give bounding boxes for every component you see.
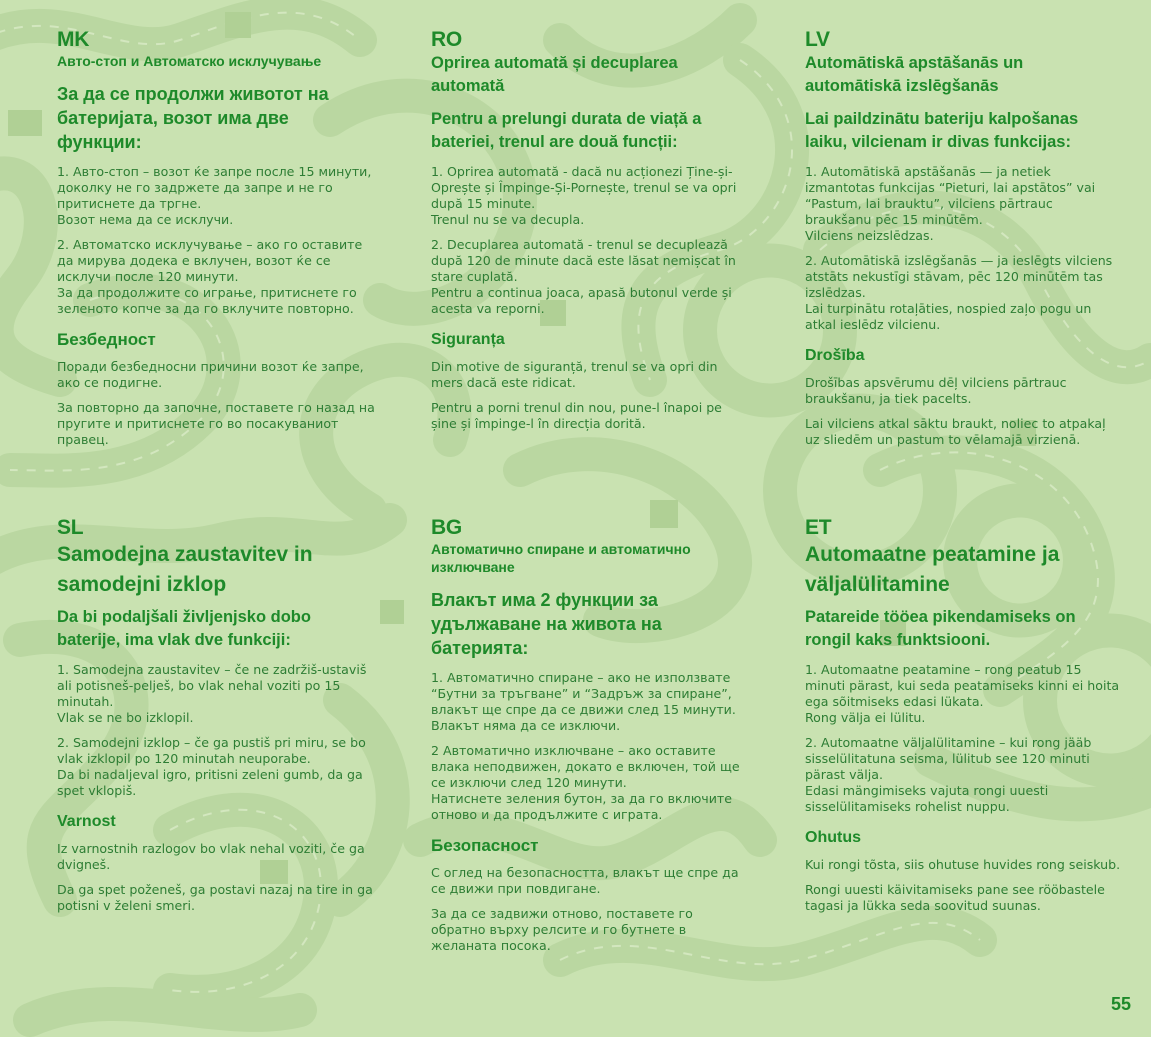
function-2-text: 2. Автоматско исклучување – ако го оставите да мирува додека е вклучен, возот ќе се исклучи после 120 минути. За да продолжите со играње, притиснете го зеленото копче за да го вклучите повторно. xyxy=(57,237,363,316)
function-2-text: 2. Automaatne väljalülitamine – kui rong jääb sisselülitatuna seisma, lülitub see 120 minuti pärast välja. Edasi mängimiseks vajuta rongi uuesti sisselülitamiseks rohelist nuppu. xyxy=(805,735,1092,814)
section-et xyxy=(805,516,1123,923)
safety-text-1: Kui rongi tõsta, siis ohutuse huvides rong seiskub. xyxy=(805,857,1121,872)
function-1-text: 1. Oprirea automată - dacă nu acționezi Ține-și-Oprește și Împinge-Și-Pornește, trenul se va opri după 15 minute. Trenul nu se va decupla. xyxy=(431,164,737,227)
section-lead: Lai paildzinātu bateriju kalpošanas laiku, vilcienam ir divas funkcijas: xyxy=(805,110,1079,151)
safety-text-1: Iz varnostnih razlogov bo vlak nehal voziti, če ga dvigneš. xyxy=(57,841,365,872)
section-subtitle: Automātiskā apstāšanās un automātiskā izslēgšanās xyxy=(805,54,1024,95)
language-code: ET xyxy=(805,516,832,539)
safety-text-2: Rongi uuesti käivitamiseks pane see rööbastele tagasi ja lükka seda soovitud suunas. xyxy=(805,882,1105,913)
function-1-text: 1. Авто-стоп – возот ќе запре после 15 минути, доколку не го задржете да запре и не го притиснете да тргне. Возот нема да се исклучи. xyxy=(57,164,372,227)
section-subtitle: Авто-стоп и Автоматско исклучување xyxy=(57,53,322,69)
safety-text-2: За да се задвижи отново, поставете го обратно върху релсите и го бутнете в желаната посока. xyxy=(431,906,693,953)
safety-text-2: Pentru a porni trenul din nou, pune-l înapoi pe șine și împinge-l în direcția dorită. xyxy=(431,400,722,431)
function-1-text: 1. Automātiskā apstāšanās — ja netiek izmantotas funkcijas “Pieturi, lai apstātos” vai “Pastum, lai brauktu”, vilciens pārtrauc braukšanu pēc 15 minūtēm. Vilciens neizslēdzas. xyxy=(805,164,1096,243)
safety-heading: Безопасност xyxy=(431,836,539,855)
safety-heading: Ohutus xyxy=(805,829,861,846)
section-bg xyxy=(431,516,749,963)
section-lead: Влакът има 2 функции за удължаване на живота на батерията: xyxy=(431,590,662,658)
language-code: BG xyxy=(431,516,462,539)
section-lead: Patareide tööea pikendamiseks on rongil kaks funktsiooni. xyxy=(805,608,1076,649)
function-1-text: 1. Автоматично спиране – ако не използвате “Бутни за тръгване” и “Задръж за спиране”, влакът ще спре да се движи след 15 минути. Влакът няма да се изключи. xyxy=(431,670,736,733)
section-lead: За да се продолжи животот на батеријата, возот има две функции: xyxy=(57,84,329,152)
section-sl xyxy=(57,516,375,923)
section-subtitle: Automaatne peatamine ja väljalülitamine xyxy=(805,543,1060,596)
safety-text-2: За повторно да започне, поставете го назад на пругите и притиснете го во посакуваниот правец. xyxy=(57,400,375,447)
section-subtitle: Oprirea automată și decuplarea automată xyxy=(431,54,678,95)
safety-heading: Varnost xyxy=(57,813,116,830)
safety-text-2: Lai vilciens atkal sāktu braukt, noliec to atpakaļ uz sliedēm un pastum to vēlamajā virzienā. xyxy=(805,416,1106,447)
language-code: LV xyxy=(805,28,830,51)
section-subtitle: Автоматично спиране и автоматично изключване xyxy=(431,541,691,575)
safety-heading: Безбедност xyxy=(57,330,156,349)
page-number: 55 xyxy=(1110,994,1131,1014)
function-1-text: 1. Samodejna zaustavitev – če ne zadržiš-ustaviš ali potisneš-pelješ, bo vlak nehal voziti po 15 minutah. Vlak se ne bo izklopil. xyxy=(57,662,367,725)
safety-text-1: С оглед на безопасността, влакът ще спре да се движи при повдигане. xyxy=(431,865,739,896)
safety-text-2: Da ga spet poženeš, ga postavi nazaj na tire in ga potisni v želeni smeri. xyxy=(57,882,373,913)
function-2-text: 2. Automātiskā izslēgšanās — ja ieslēgts vilciens atstāts nekustīgi stāvam, pēc 120 minūtēm tas izslēdzas. Lai turpinātu rotaļāties, nospied zaļo pogu un atkal ieslēdz vilcienu. xyxy=(805,253,1113,332)
function-2-text: 2. Decuplarea automată - trenul se decuplează după 120 de minute dacă este lăsat nemișcat în stare cuplată. Pentru a continua joaca, apasă butonul verde și acesta va reporni. xyxy=(431,237,736,316)
function-2-text: 2. Samodejni izklop – če ga pustiš pri miru, se bo vlak izklopil po 120 minutah neuporabe. Da bi nadaljeval igro, pritisni zeleni gumb, da ga spet vklopiš. xyxy=(57,735,366,798)
section-lv xyxy=(805,28,1123,457)
section-mk xyxy=(57,28,375,457)
function-1-text: 1. Automaatne peatamine – rong peatub 15 minuti pärast, kui seda peatamiseks kinni ei hoita ega sõitmiseks edasi lükata. Rong välja ei lülitu. xyxy=(805,662,1120,725)
language-code: RO xyxy=(431,28,462,51)
section-lead: Da bi podaljšali življenjsko dobo baterije, ima vlak dve funkciji: xyxy=(57,608,311,649)
section-lead: Pentru a prelungi durata de viață a bateriei, trenul are două funcții: xyxy=(431,110,702,151)
safety-heading: Drošība xyxy=(805,347,865,364)
language-code: MK xyxy=(57,28,90,51)
safety-heading: Siguranța xyxy=(431,331,505,348)
safety-text-1: Поради безбедносни причини возот ќе запре, ако се подигне. xyxy=(57,359,364,390)
section-subtitle: Samodejna zaustavitev in samodejni izklop xyxy=(57,543,313,596)
section-ro xyxy=(431,28,749,441)
safety-text-1: Drošības apsvērumu dēļ vilciens pārtrauc braukšanu, ja tiek pacelts. xyxy=(805,375,1067,406)
language-code: SL xyxy=(57,516,84,539)
function-2-text: 2 Автоматично изключване – ако оставите влака неподвижен, докато е включен, той ще се изключи след 120 минути. Натиснете зеления бутон, за да го включите отново и да продължите с играта. xyxy=(431,743,740,822)
safety-text-1: Din motive de siguranță, trenul se va opri din mers dacă este ridicat. xyxy=(431,359,718,390)
